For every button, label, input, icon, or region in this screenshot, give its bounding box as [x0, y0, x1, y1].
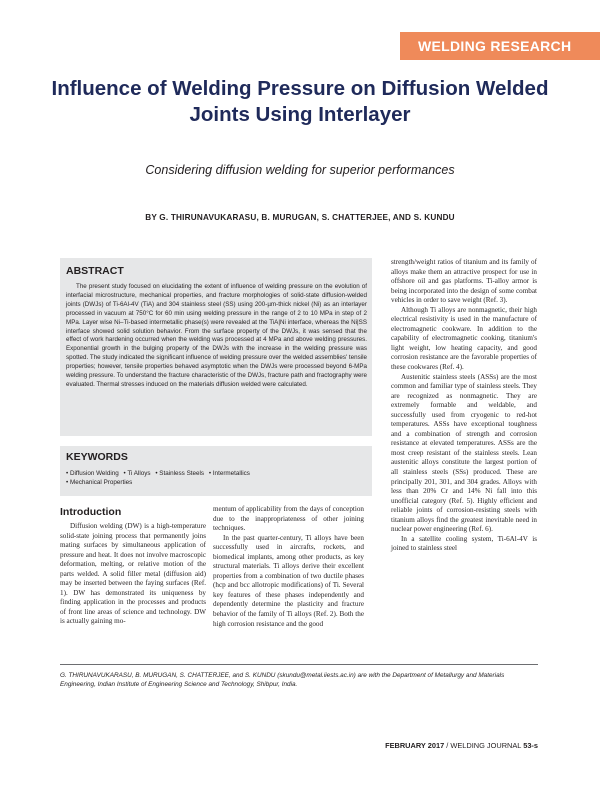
keyword-item: • Mechanical Properties [66, 479, 133, 487]
paragraph: Diffusion welding (DW) is a high-temperature solid-state joining process that permanently joins mating surfaces by simultaneous application of pressure and heat. It does not involve macroscopic deformation, melting, or relative motion of the parts welded. A solid filler metal (diffusion aid) may be inserted between the faying surfaces (Ref. 1). DW has demonstrated its uniqueness by finding application in the processes and products of front line areas of science and technology. DW is actually gaining mo- [60, 522, 206, 626]
paragraph: Austenitic stainless steels (ASSs) are the most common and familiar type of stainless steels. They are recognized as nonmagnetic. They are extremely formable and weldable, and successfully used from cryogenic to red-hot temperatures. ASSs have exceptional toughness and a combination of strength and corrosion resistance at elevated temperatures. ASSs are the most creep resistant of the stainless steels. Lean austenitic alloys constitute the largest portion of all stainless steels (SSs) produced. These are principally 201, 301, and 304 grades. Alloys with less than 20% Cr and 14% Ni fall into this unofficial category (Ref. 5). Highly efficient and reliable joints of corrosion-resisting steels with titanium alloys find the greatest inevitable need in nuclear power engineering (Ref. 6). [391, 372, 537, 534]
paragraph: In the past quarter-century, Ti alloys have been successfully used in aircrafts, rockets, and biomedical implants, among other products, as key structural materials. Ti alloys derive their excellent properties from a combination of two ductile phases (hcp and bcc allotropic modifications) of Ti. Several key features of these phases independently and dependently determine the plasticity and fracture behavior of the family of Ti alloys (Ref. 2). Both the high corrosion resistance and the good [213, 533, 364, 628]
body-column-2 [213, 505, 364, 629]
article-subtitle: Considering diffusion welding for superior performances [145, 163, 455, 177]
keywords-list [66, 469, 366, 488]
keyword-item: • Diffusion Welding [66, 470, 119, 477]
body-column-1 [60, 522, 206, 627]
footer-journal: / WELDING JOURNAL [444, 741, 524, 750]
paragraph: mentum of applicability from the days of conception due to the inappropriateness of other joining techniques. [213, 505, 364, 533]
footer-issue: FEBRUARY 2017 [385, 741, 445, 750]
paragraph: In a satellite cooling system, Ti-6Al-4V is joined to stainless steel [391, 534, 537, 553]
keyword-item: • Intermetallics [208, 470, 250, 477]
author-byline: BY G. THIRUNAVUKARASU, B. MURUGAN, S. CHATTERJEE, AND S. KUNDU [145, 213, 455, 222]
body-column-3 [391, 258, 537, 554]
article-title [40, 76, 560, 128]
keyword-item: • Ti Alloys [123, 470, 151, 477]
paragraph: strength/weight ratios of titanium and its family of alloys make them an attractive prospect for use in offshore oil and gas platforms. Ti-alloy armor is being incorporated into the design of some combat vehicles in order to save weight (Ref. 3). [391, 258, 537, 305]
page-footer [385, 741, 538, 750]
title-line-1: Influence of Welding Pressure on Diffusion Welded [51, 77, 549, 100]
section-label: WELDING RESEARCH [400, 32, 600, 60]
page-number: 53-s [523, 741, 538, 750]
abstract-heading: ABSTRACT [66, 265, 124, 277]
introduction-heading: Introduction [60, 506, 122, 518]
author-affiliation-footnote: G. THIRUNAVUKARASU, B. MURUGAN, S. CHATTERJEE, and S. KUNDU (skundu@metal.iiests.ac.in) are with the Department of Metallurgy and Materials Engineering, Indian Institute of Engineering Science and Technology, Shibpur, India. [60, 672, 505, 689]
keyword-item: • Stainless Steels [155, 470, 205, 477]
title-line-2: Joints Using Interlayer [189, 103, 411, 126]
keywords-heading: KEYWORDS [66, 451, 128, 463]
abstract-text: The present study focused on elucidating the extent of influence of welding pressure on the evolution of interfacial microstructure, mechanical properties, and fracture morphologies of solid-state diffusion-welded joints (DWJs) of Ti-6Al-4V (TiA) and 304 stainless steel (SS) using 200-µm-thick nickel (Ni) as an interlayer processed in vacuum at 750°C for 60 min using welding pressure in the range of 2 to 10 MPa in step of 2 MPa. Layer wise Ni–Ti-based intermetallic phase(s) were revealed at the TiA|Ni interface, whereas the Ni|SS interface showed solid solution behavior. From the surface property of the DWJs, it was sensed that the effect of work hardening occurred when the welding was processed at 4 MPa and above welding pressures. Exponential growth in the bulging property of the DWJs with the increase in the welding pressure was spotted. The study indicated the significant influence of welding pressure over the welded assemblies' tensile properties; however, tensile properties behaved asymptotic when the DWJs were processed beyond 6-MPa welding pressure. To understand the fracture characteristic of the DWJs, fracture path and fractography were evaluated. Thermal stresses induced on the materials diffusion welded were calculated. [66, 283, 367, 388]
paragraph: Although Ti alloys are nonmagnetic, their high electrical resistivity is used in the manufacture of electromagnetic cookware. In addition to the capability of electromagnetic cooking, titanium's light weight, low heating capacity, and good corrosion resistance are the favorable properties of these cookwares (Ref. 4). [391, 305, 537, 372]
footnote-divider [60, 664, 538, 665]
